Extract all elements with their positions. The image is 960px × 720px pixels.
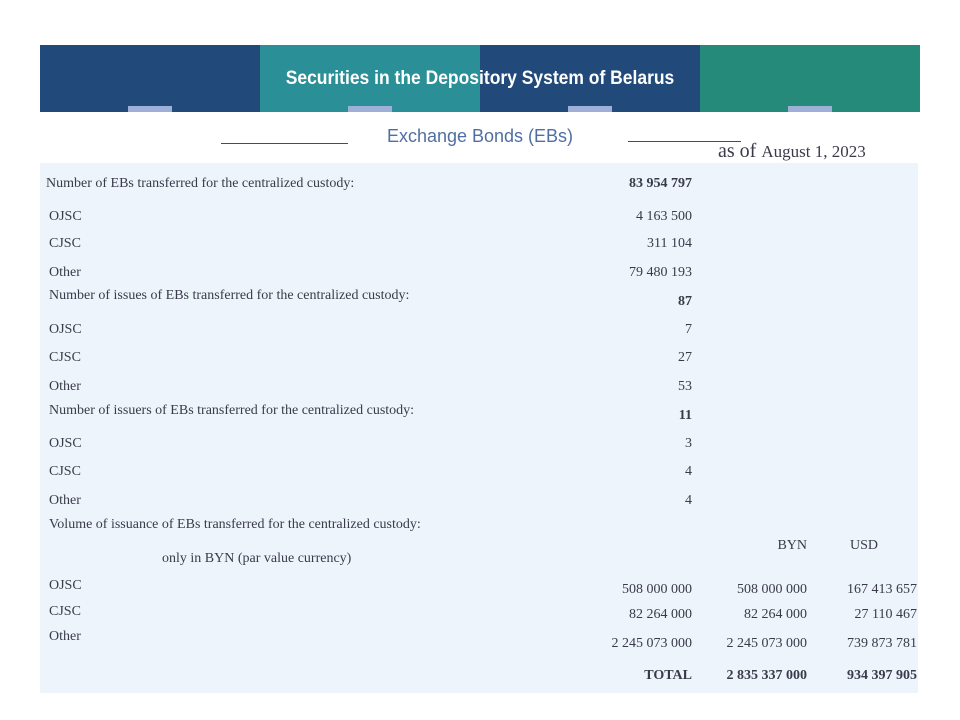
vol-cjsc-label: CJSC <box>49 604 81 619</box>
count-cjsc-label: CJSC <box>49 236 81 251</box>
issuers-other-value: 4 <box>685 493 692 508</box>
data-table <box>40 163 918 693</box>
issuers-cjsc-value: 4 <box>685 464 692 479</box>
issuers-cjsc-label: CJSC <box>49 464 81 479</box>
title-rule-left <box>221 143 348 144</box>
total-label: TOTAL <box>644 668 692 683</box>
count-other-label: Other <box>49 265 81 280</box>
volume-sublabel: only in BYN (par value currency) <box>162 551 352 566</box>
count-ojsc-label: OJSC <box>49 209 82 224</box>
issues-ojsc-value: 7 <box>685 322 692 337</box>
vol-ojsc-label: OJSC <box>49 578 82 593</box>
vol-other-label: Other <box>49 629 81 644</box>
vol-other-par: 2 245 073 000 <box>611 636 692 651</box>
issues-cjsc-label: CJSC <box>49 350 81 365</box>
count-total: 83 954 797 <box>629 176 692 191</box>
count-other-value: 79 480 193 <box>629 265 692 280</box>
issues-label: Number of issues of EBs transferred for the centralized custody: <box>49 288 410 303</box>
issues-other-value: 53 <box>678 379 692 394</box>
issues-cjsc-value: 27 <box>678 350 692 365</box>
issuers-ojsc-label: OJSC <box>49 436 82 451</box>
as-of-date <box>718 140 866 163</box>
issuers-label: Number of issuers of EBs transferred for the centralized custody: <box>49 403 415 418</box>
issues-total: 87 <box>678 294 692 309</box>
as-of-value: August 1, 2023 <box>761 142 866 161</box>
total-usd: 934 397 905 <box>847 668 917 683</box>
volume-label: Volume of issuance of EBs transferred for the centralized custody: <box>49 517 421 532</box>
vol-other-byn: 2 245 073 000 <box>726 636 807 651</box>
vol-other-usd: 739 873 781 <box>847 636 917 651</box>
vol-ojsc-par: 508 000 000 <box>622 582 692 597</box>
section-title: Exchange Bonds (EBs) <box>386 126 574 146</box>
count-ojsc-value: 4 163 500 <box>636 209 692 224</box>
issuers-total: 11 <box>678 408 692 423</box>
count-cjsc-value: 311 104 <box>647 236 692 251</box>
vol-cjsc-usd: 27 110 467 <box>854 607 917 622</box>
issues-ojsc-label: OJSC <box>49 322 82 337</box>
vol-cjsc-par: 82 264 000 <box>629 607 692 622</box>
page-title: Securities in the Depository System of Belarus <box>285 68 675 89</box>
vol-ojsc-usd: 167 413 657 <box>847 582 917 597</box>
issues-other-label: Other <box>49 379 81 394</box>
col-header-byn: BYN <box>777 538 807 553</box>
as-of-prefix: as of <box>718 140 757 162</box>
total-byn: 2 835 337 000 <box>726 668 807 683</box>
vol-cjsc-byn: 82 264 000 <box>744 607 807 622</box>
vol-ojsc-byn: 508 000 000 <box>737 582 807 597</box>
issuers-ojsc-value: 3 <box>685 436 692 451</box>
header-banner <box>40 45 920 112</box>
col-header-usd: USD <box>849 538 878 553</box>
issuers-other-label: Other <box>49 493 81 508</box>
count-label: Number of EBs transferred for the centralized custody: <box>46 176 355 191</box>
